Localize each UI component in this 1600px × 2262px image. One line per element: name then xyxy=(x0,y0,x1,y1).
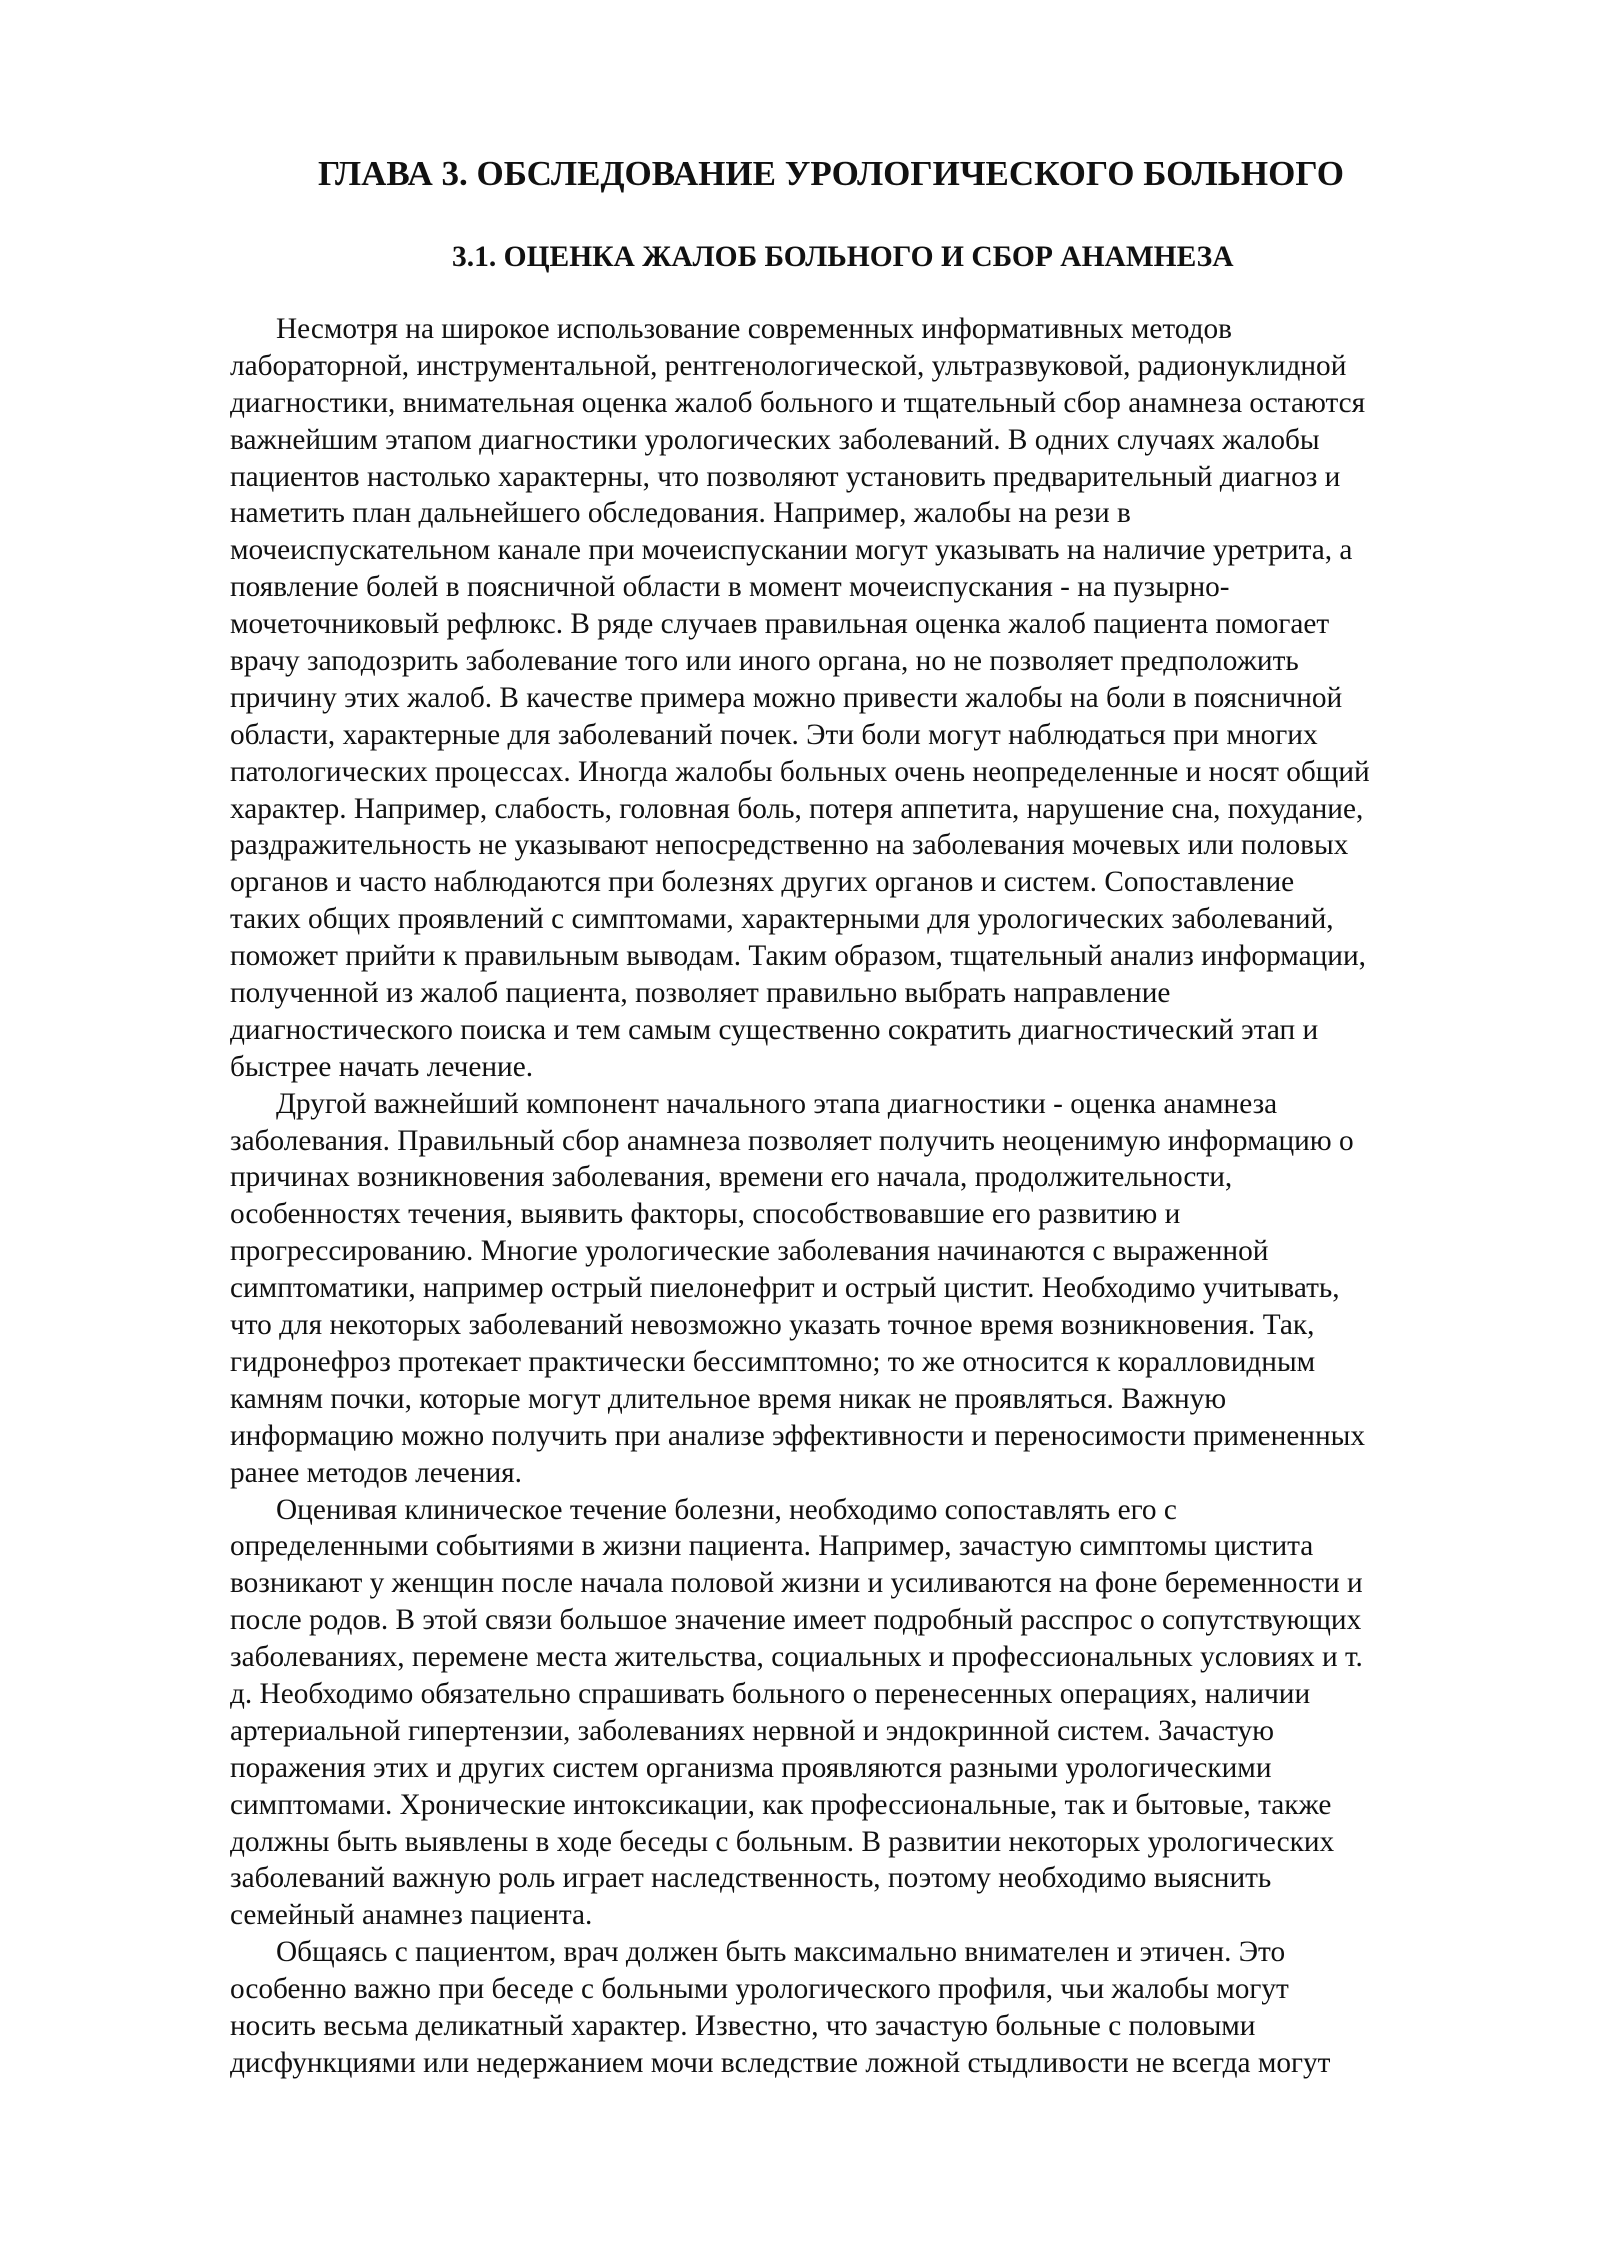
text-line: мочеиспускательном канале при мочеиспускании могут указывать на наличие уретрита, а xyxy=(230,534,1353,567)
text-line: особенностях течения, выявить факторы, способствовавшие его развитию и xyxy=(230,1198,1181,1231)
text-line: д. Необходимо обязательно спрашивать больного о перенесенных операциях, наличии xyxy=(230,1677,1311,1710)
text-line: появление болей в поясничной области в момент мочеиспускания - на пузырно- xyxy=(230,571,1230,604)
text-line: информацию можно получить при анализе эффективности и переносимости примененных xyxy=(230,1419,1365,1452)
text-line: врачу заподозрить заболевание того или иного органа, но не позволяет предположить xyxy=(230,645,1299,678)
text-line: особенно важно при беседе с больными урологического профиля, чьи жалобы могут xyxy=(230,1973,1289,2006)
text-line: после родов. В этой связи большое значение имеет подробный расспрос о сопутствующих xyxy=(230,1604,1362,1637)
text-line: мочеточниковый рефлюкс. В ряде случаев правильная оценка жалоб пациента помогает xyxy=(230,608,1330,641)
text-line: области, характерные для заболеваний почек. Эти боли могут наблюдаться при многих xyxy=(230,718,1318,751)
text-line: таких общих проявлений с симптомами, характерными для урологических заболеваний, xyxy=(230,903,1334,936)
text-line: диагностики, внимательная оценка жалоб больного и тщательный сбор анамнеза остаются xyxy=(230,386,1366,419)
text-line: причину этих жалоб. В качестве примера можно привести жалобы на боли в поясничной xyxy=(230,681,1343,714)
text-line: гидронефроз протекает практически бессимптомно; то же относится к коралловидным xyxy=(230,1345,1316,1378)
text-line: определенными событиями в жизни пациента. Например, зачастую симптомы цистита xyxy=(230,1530,1314,1563)
text-line: прогрессированию. Многие урологические заболевания начинаются с выраженной xyxy=(230,1235,1269,1268)
text-line: Общаясь с пациентом, врач должен быть максимально внимателен и этичен. Это xyxy=(276,1936,1286,1969)
text-line: артериальной гипертензии, заболеваниях нервной и эндокринной систем. Зачастую xyxy=(230,1714,1275,1747)
text-line: камням почки, которые могут длительное время никак не проявляться. Важную xyxy=(230,1382,1227,1415)
text-line: Оценивая клиническое течение болезни, необходимо сопоставлять его с xyxy=(276,1493,1177,1526)
text-line: органов и часто наблюдаются при болезнях других органов и систем. Сопоставление xyxy=(230,866,1295,899)
text-line: Несмотря на широкое использование современных информативных методов xyxy=(276,313,1232,345)
text-line: важнейшим этапом диагностики урологических заболеваний. В одних случаях жалобы xyxy=(230,423,1320,456)
text-line: что для некоторых заболеваний невозможно указать точное время возникновения. Так, xyxy=(230,1309,1315,1342)
text-line: ранее методов лечения. xyxy=(230,1456,522,1489)
text-line: причинах возникновения заболевания, времени его начала, продолжительности, xyxy=(230,1161,1233,1194)
paragraph xyxy=(230,311,1530,1086)
text-line: поможет прийти к правильным выводам. Таким образом, тщательный анализ информации, xyxy=(230,940,1366,973)
text-line: заболевания. Правильный сбор анамнеза позволяет получить неоценимую информацию о xyxy=(230,1124,1354,1157)
paragraph xyxy=(230,1934,1530,2082)
text-line: носить весьма деликатный характер. Известно, что зачастую больные с половыми xyxy=(230,2009,1256,2042)
text-line: раздражительность не указывают непосредственно на заболевания мочевых или половых xyxy=(230,829,1349,862)
text-line: дисфункциями или недержанием мочи вследствие ложной стыдливости не всегда могут xyxy=(230,2046,1331,2079)
text-line: наметить план дальнейшего обследования. Например, жалобы на рези в xyxy=(230,497,1131,530)
text-line: семейный анамнез пациента. xyxy=(230,1899,593,1932)
text-line: лабораторной, инструментальной, рентгенологической, ультразвуковой, радионуклидной xyxy=(230,349,1347,382)
section-title: 3.1. ОЦЕНКА ЖАЛОБ БОЛЬНОГО И СБОР АНАМНЕЗА xyxy=(452,241,1234,273)
text-line: симптоматики, например острый пиелонефрит и острый цистит. Необходимо учитывать, xyxy=(230,1272,1340,1305)
paragraph xyxy=(230,1492,1530,1935)
body-text xyxy=(230,311,1530,2082)
text-line: Другой важнейший компонент начального этапа диагностики - оценка анамнеза xyxy=(276,1087,1278,1120)
text-line: быстрее начать лечение. xyxy=(230,1050,534,1083)
text-line: диагностического поиска и тем самым существенно сократить диагностический этап и xyxy=(230,1013,1319,1046)
text-line: заболеваниях, перемене места жительства, социальных и профессиональных условиях и т. xyxy=(230,1641,1363,1674)
text-line: полученной из жалоб пациента, позволяет правильно выбрать направление xyxy=(230,977,1171,1010)
text-line: пациентов настолько характерны, что позволяют установить предварительный диагноз и xyxy=(230,460,1341,493)
text-line: поражения этих и других систем организма проявляются разными урологическими xyxy=(230,1751,1272,1784)
text-line: возникают у женщин после начала половой жизни и усиливаются на фоне беременности и xyxy=(230,1567,1363,1600)
text-line: должны быть выявлены в ходе беседы с больным. В развитии некоторых урологических xyxy=(230,1825,1335,1858)
paragraph xyxy=(230,1086,1530,1492)
text-line: патологических процессах. Иногда жалобы больных очень неопределенные и носят общий xyxy=(230,755,1370,788)
text-line: характер. Например, слабость, головная боль, потеря аппетита, нарушение сна, похудание, xyxy=(230,792,1364,825)
text-line: заболеваний важную роль играет наследственность, поэтому необходимо выяснить xyxy=(230,1862,1272,1895)
chapter-title: ГЛАВА 3. ОБСЛЕДОВАНИЕ УРОЛОГИЧЕСКОГО БОЛЬНОГО xyxy=(318,154,1344,193)
text-line: симптомами. Хронические интоксикации, как профессиональные, так и бытовые, также xyxy=(230,1788,1332,1821)
